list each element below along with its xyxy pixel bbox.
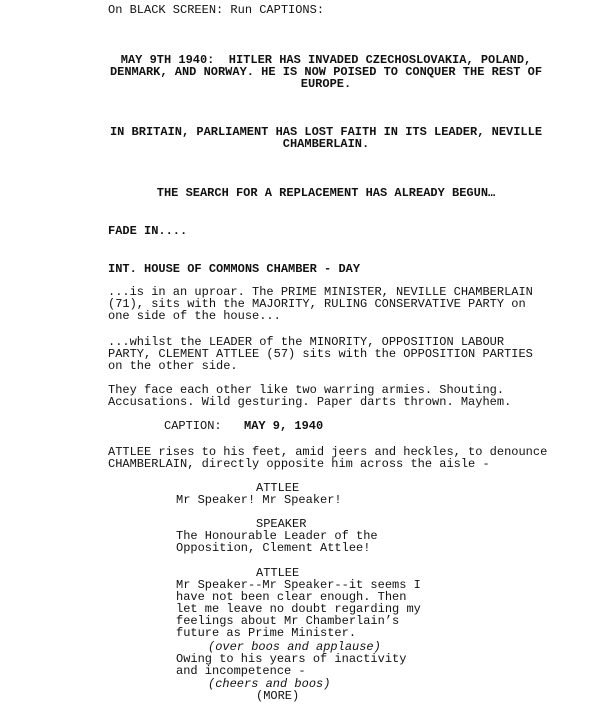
dialogue-line: Owing to his years of inactivity and incompetence - [176,652,407,678]
caption-search: THE SEARCH FOR A REPLACEMENT HAS ALREADY BEGUN… [156,186,496,200]
dialogue-line: Mr Speaker--Mr Speaker--it seems I have not been clear enough. Then let me leave no doubt regarding my feelings about Mr Chamberlain’s future as Prime Minister. [176,578,421,640]
action-attlee-rises: ATTLEE rises to his feet, amid jeers and heckles, to denounce CHAMBERLAIN, directly opposite him across the aisle - [108,445,548,471]
opening-direction: On BLACK SCREEN: Run CAPTIONS: [108,3,325,17]
more-marker: (MORE) [256,689,300,703]
action-warring: They face each other like two warring armies. Shouting. Accusations. Wild gesturing. Paper darts thrown. Mayhem. [108,383,512,409]
scene-heading: INT. HOUSE OF COMMONS CHAMBER - DAY [108,262,361,276]
caption-label: CAPTION: [164,419,222,433]
caption-invasion: MAY 9TH 1940: HITLER HAS INVADED CZECHOSLOVAKIA, POLAND, DENMARK, AND NORWAY. HE IS NOW POISED TO CONQUER THE REST OF EUROPE. [109,53,543,91]
transition-fade-in: FADE IN.... [108,224,188,238]
dialogue-line: The Honourable Leader of the Opposition, Clement Attlee! [176,529,378,555]
caption-date: MAY 9, 1940 [244,419,324,433]
parenthetical: (cheers and boos) [208,677,331,691]
action-opposition: ...whilst the LEADER of the MINORITY, OPPOSITION LABOUR PARTY, CLEMENT ATTLEE (57) sits with the OPPOSITION PARTIES on the other side. [108,335,533,373]
character-cue: ATTLEE [256,566,300,580]
character-cue: SPEAKER [256,517,307,531]
dialogue-line: Mr Speaker! Mr Speaker! [176,493,342,507]
parenthetical: (over boos and applause) [208,640,381,654]
action-uproar: ...is in an uproar. The PRIME MINISTER, NEVILLE CHAMBERLAIN (71), sits with the MAJORITY, RULING CONSERVATIVE PARTY on one side of the house... [108,285,533,323]
caption-parliament: IN BRITAIN, PARLIAMENT HAS LOST FAITH IN ITS LEADER, NEVILLE CHAMBERLAIN. [109,125,543,151]
character-cue: ATTLEE [256,481,300,495]
